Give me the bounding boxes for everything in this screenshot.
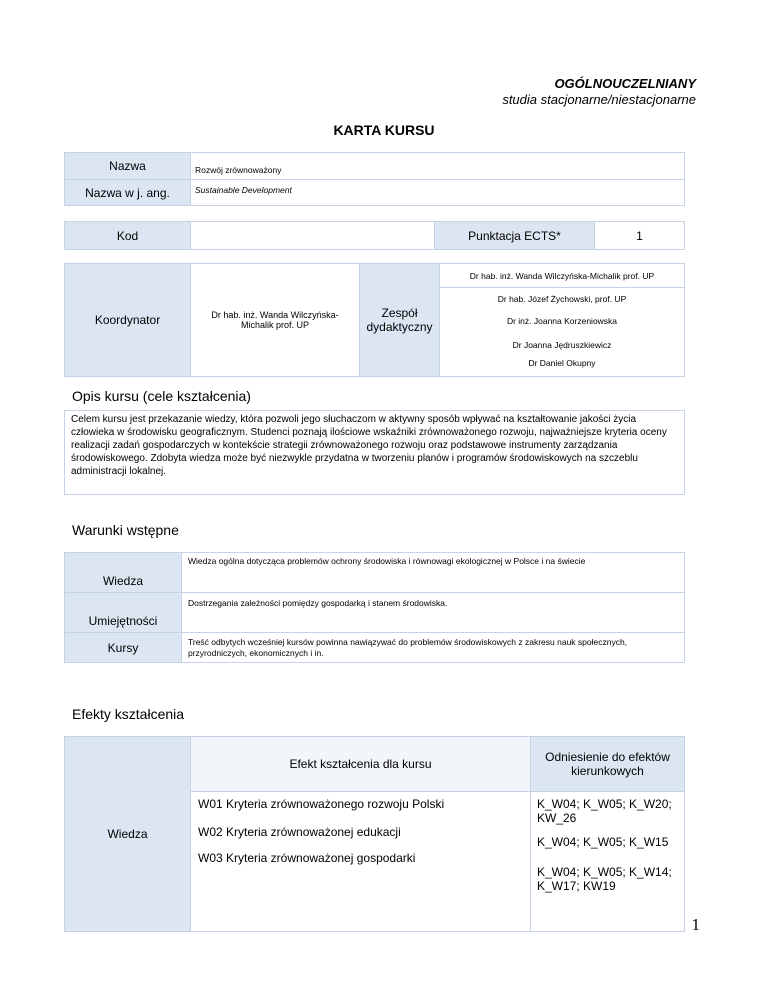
prerequisites-title: Warunki wstępne xyxy=(72,522,179,538)
course-code-table xyxy=(64,221,685,250)
prereq-skills-label: Umiejętności xyxy=(65,593,182,633)
prereq-courses-text: Treść odbytych wcześniej kursów powinna nawiązywać do problemów środowiskowych z zakresu nauk społecznych, przyrodniczych, ekonomicznych i in. xyxy=(182,633,685,663)
code-value xyxy=(191,222,435,250)
prerequisites-table xyxy=(64,552,685,663)
prereq-skills-text: Dostrzegania zależności pomiędzy gospodarką i stanem środowiska. xyxy=(182,593,685,633)
outcome-item: W01 Kryteria zrównoważonego rozwoju Polski xyxy=(198,797,445,811)
outcomes-col-reference: Odniesienie do efektów kierunkowych xyxy=(531,737,685,792)
outcomes-col-effect: Efekt kształcenia dla kursu xyxy=(191,737,531,792)
outcomes-knowledge-label: Wiedza xyxy=(65,737,191,932)
header-study-mode: studia stacjonarne/niestacjonarne xyxy=(502,92,696,107)
team-member: Dr Daniel Okupny xyxy=(528,357,596,368)
header-category: OGÓLNOUCZELNIANY xyxy=(554,76,696,91)
prereq-knowledge-text: Wiedza ogólna dotycząca problemów ochrony środowiska i równowagi ekologicznej w Polsce i na świecie xyxy=(182,553,685,593)
page-number: 1 xyxy=(691,915,700,934)
name-en-value: Sustainable Development xyxy=(191,180,685,206)
course-name-table xyxy=(64,152,685,206)
prereq-courses-label: Kursy xyxy=(65,633,182,663)
ects-value: 1 xyxy=(595,222,685,250)
course-description-text: Celem kursu jest przekazanie wiedzy, która pozwoli jego słuchaczom w aktywny sposób wpływać na kształtowanie jakości życia człowieka w środowisku geograficznym. Studenci poznają ilościowe wskaźniki zrównoważonego rozwoju, najważniejsze kryteria oceny realizacji zadań gospodarczych w kontekście strategii zrównoważonego rozwoju oraz podstawowe instrumenty zarządzania środowiskowego. Zdobyta wiedza może być niezwykle przydatna w tworzeniu planów i programów środowiskowych na szczeblu administracji lokalnej. xyxy=(64,410,685,495)
name-en-label: Nazwa w j. ang. xyxy=(65,180,191,206)
team-member: Dr hab. inż. Wanda Wilczyńska-Michalik prof. UP xyxy=(440,265,684,288)
outcome-item: W02 Kryteria zrównoważonej edukacji xyxy=(198,825,401,839)
ects-label: Punktacja ECTS* xyxy=(435,222,595,250)
name-label: Nazwa xyxy=(65,153,191,180)
outcome-item: W03 Kryteria zrównoważonej gospodarki xyxy=(198,851,416,865)
outcome-ref: K_W04; K_W05; K_W14; K_W17; KW19 xyxy=(537,865,672,893)
team-member: Dr inż. Joanna Korzeniowska xyxy=(506,315,618,326)
prereq-knowledge-label: Wiedza xyxy=(65,553,182,593)
page-title: KARTA KURSU xyxy=(333,122,435,138)
team-member: Dr hab. Józef Żychowski, prof. UP xyxy=(497,293,627,304)
coordinator-value: Dr hab. inż. Wanda Wilczyńska-Michalik prof. UP xyxy=(191,264,360,377)
outcomes-table xyxy=(64,736,685,932)
outcomes-title: Efekty kształcenia xyxy=(72,706,185,722)
outcomes-refs xyxy=(531,792,685,932)
team-member: Dr Joanna Jędruszkiewicz xyxy=(512,339,612,350)
course-description-title: Opis kursu (cele kształcenia) xyxy=(72,388,251,404)
outcome-ref: K_W04; K_W05; K_W20; KW_26 xyxy=(537,797,672,825)
name-value: Rozwój zrównoważony xyxy=(191,153,685,180)
code-label: Kod xyxy=(65,222,191,250)
coordinator-table xyxy=(64,263,685,377)
coordinator-label: Koordynator xyxy=(65,264,191,377)
outcome-ref: K_W04; K_W05; K_W15 xyxy=(537,835,669,849)
team-label: Zespół dydaktyczny xyxy=(360,264,440,377)
outcomes-items xyxy=(191,792,531,932)
team-list xyxy=(440,264,685,377)
